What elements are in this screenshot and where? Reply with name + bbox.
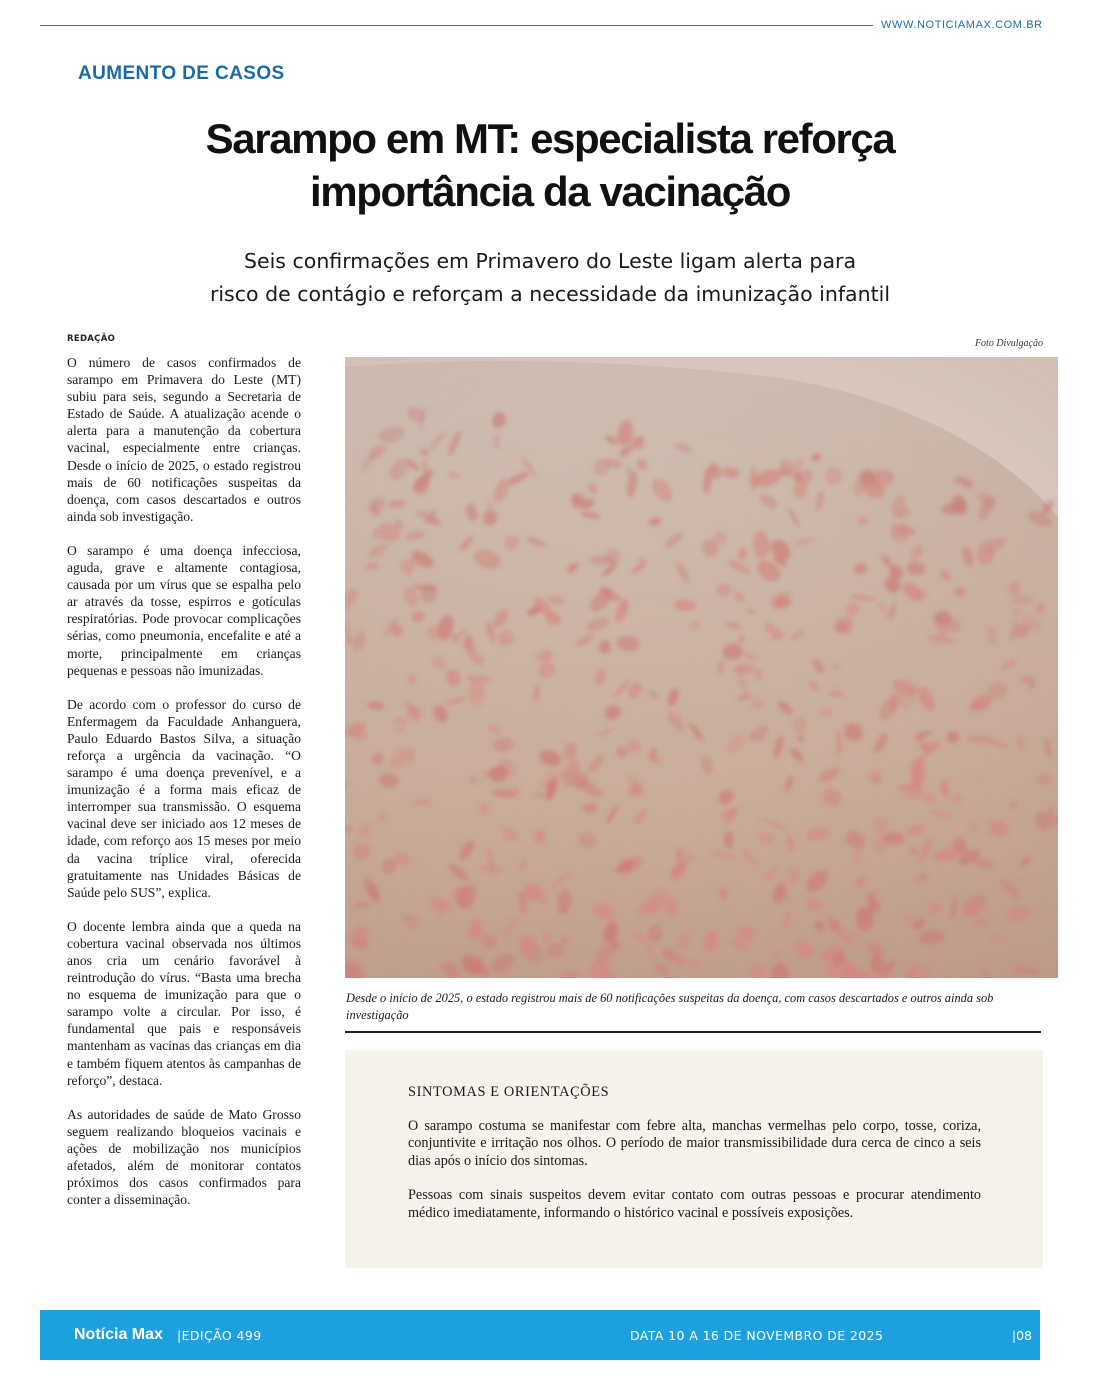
photo-caption: Desde o início de 2025, o estado registrou mais de 60 notificações suspeitas da doença, com casos descartados e outros ainda sob investigação — [346, 991, 994, 1022]
footer-brand: Notícia Max — [74, 1326, 163, 1343]
article-body — [67, 354, 301, 1225]
measles-rash-photo — [345, 357, 1058, 978]
headline-line-2: importância da vacinação — [310, 168, 790, 215]
box-paragraph: Pessoas com sinais suspeitos devem evitar contato com outras pessoas e procurar atendimento médico imediatamente, informando o histórico vacinal e possíveis exposições. — [408, 1187, 981, 1221]
box-paragraph: O sarampo costuma se manifestar com febre alta, manchas vermelhas pelo corpo, tosse, coriza, conjuntivite e irritação nos olhos. O período de maior transmissibilidade dura cerca de cinco a seis dias após o início dos sintomas. — [408, 1118, 981, 1169]
subhead-line-1: Seis confirmações em Primavero do Leste ligam alerta para — [243, 249, 857, 273]
photo-credit: Foto Divulgação — [974, 338, 1043, 349]
symptoms-box — [345, 1050, 1043, 1268]
body-paragraph: De acordo com o professor do curso de Enfermagem da Faculdade Anhanguera, Paulo Eduardo Bastos Silva, a situação reforça a urgência da vacinação. “O sarampo é uma doença prevenível, e a imunização é a forma mais eficaz de interromper sua transmissão. O esquema vacinal deve ser iniciado aos 12 meses de idade, com reforço aos 15 meses por meio da vacina tríplice viral, oferecida gratuitamente nas Unidades Básicas de Saúde pelo SUS”, explica. — [67, 696, 301, 900]
caption-rule — [345, 1031, 1041, 1033]
body-paragraph: O docente lembra ainda que a queda na cobertura vacinal observada nos últimos anos cria um cenário favorável à reintrodução do vírus. “Basta uma brecha no esquema de imunização para que o sarampo volte a circular. Por isso, é fundamental que pais e responsáveis mantenham as vacinas das crianças em dia e também fiquem atentos às campanhas de reforço”, destaca. — [67, 918, 301, 1088]
site-url[interactable]: WWW.NOTICIAMAX.COM.BR — [881, 19, 1043, 31]
subhead-line-2: risco de contágio e reforçam a necessidade da imunização infantil — [209, 282, 891, 306]
article-subhead — [40, 245, 1060, 311]
byline: REDAÇÃO — [67, 334, 116, 344]
page-footer — [40, 1310, 1040, 1360]
skin-shading — [345, 357, 1058, 978]
body-paragraph: O sarampo é uma doença infecciosa, aguda, grave e altamente contagiosa, causada por um vírus que se espalha pelo ar através da tosse, espirros e gotículas respiratórias. Pode provocar complicações sérias, como pneumonia, encefalite e até a morte, principalmente em crianças pequenas e pessoas não imunizadas. — [67, 542, 301, 678]
body-paragraph: O número de casos confirmados de sarampo em Primavera do Leste (MT) subiu para seis, segundo a Secretaria de Estado de Saúde. A atualização acende o alerta para a manutenção da cobertura vacinal, especialmente entre crianças. Desde o início de 2025, o estado registrou mais de 60 notificações suspeitas da doença, com casos descartados e outros ainda sob investigação. — [67, 355, 301, 524]
footer-edition: |EDIÇÃO 499 — [177, 1328, 262, 1343]
symptoms-box-title: SINTOMAS E ORIENTAÇÕES — [408, 1084, 610, 1100]
symptoms-box-text — [408, 1118, 981, 1239]
section-kicker: AUMENTO DE CASOS — [78, 63, 285, 84]
headline-line-1: Sarampo em MT: especialista reforça — [205, 115, 895, 162]
footer-date: DATA 10 A 16 DE NOVEMBRO DE 2025 — [630, 1328, 884, 1343]
body-paragraph: As autoridades de saúde de Mato Grosso seguem realizando bloqueios vacinais e ações de mobilização nos municípios afetados, além de monitorar contatos próximos dos casos confirmados para conter a disseminação. — [67, 1106, 301, 1208]
header-rule — [40, 25, 873, 26]
rash-illustration — [345, 357, 1058, 978]
article-headline — [40, 112, 1060, 218]
footer-page-number: |08 — [1011, 1328, 1032, 1343]
